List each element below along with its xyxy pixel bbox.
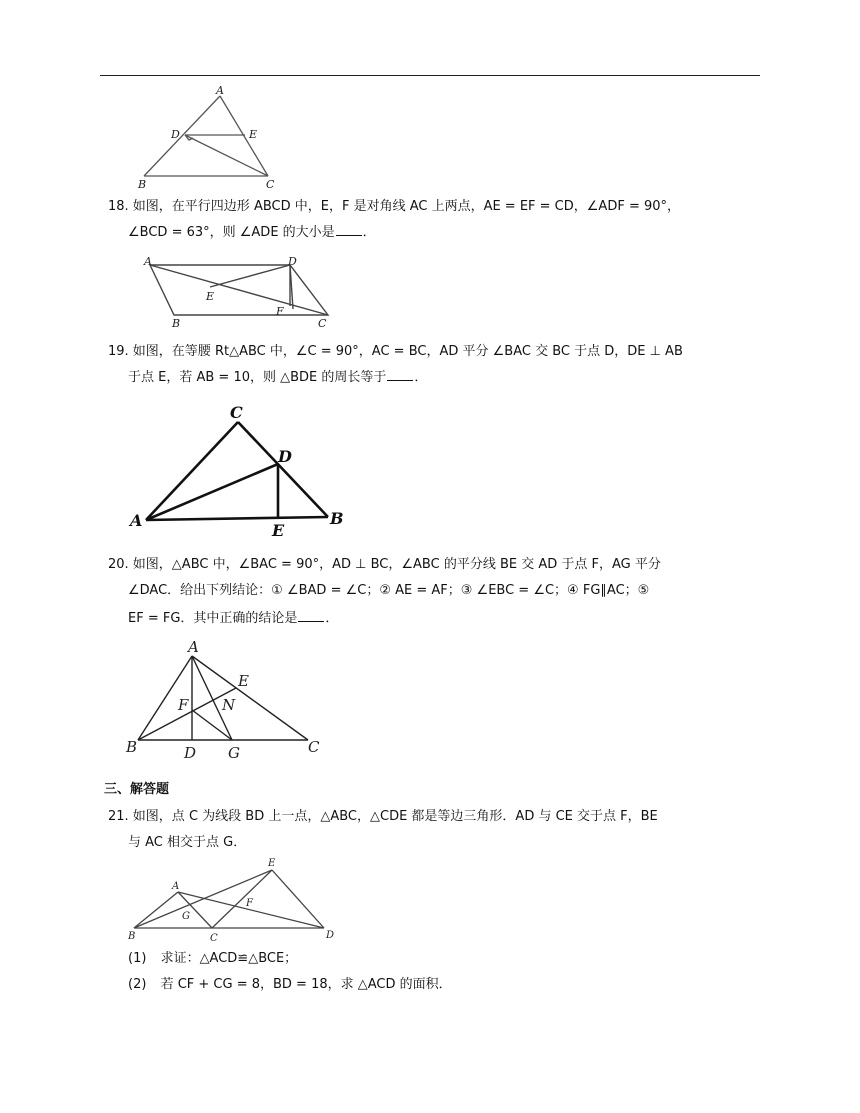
q18-label-a: A [144, 255, 152, 268]
q19-label-d: D [278, 447, 292, 466]
q20-segment-fg [192, 710, 232, 740]
q20-line2: ∠DAC．给出下列结论：① ∠BAD = ∠C；② AE = AF；③ ∠EBC = ∠C；④ FG∥AC；⑤ [128, 583, 650, 598]
q17-label-a: A [216, 84, 224, 97]
q20-label-e: E [238, 672, 249, 690]
q19-line2 [128, 368, 427, 387]
q20-label-d: D [184, 744, 197, 762]
q20-label-c: C [308, 738, 320, 756]
q21-sub2 [128, 976, 452, 994]
q18-line2 [128, 223, 376, 242]
q19-label-e: E [272, 521, 285, 540]
q21-edge-ce [212, 870, 272, 928]
q21-label-d: D [326, 930, 335, 941]
q21-sub2-text: 若 CF + CG = 8，BD = 18，求 △ACD 的面积． [160, 977, 452, 992]
q17-label-d: D [171, 128, 180, 141]
q20-edge-ac [192, 656, 308, 740]
q19-line1: 19. 如图，在等腰 Rt△ABC 中，∠C = 90°，AC = BC，AD 平分 ∠BAC 交 BC 于点 D，DE ⊥ AB [108, 344, 683, 359]
q18-label-b: B [172, 317, 181, 330]
q18-figure [138, 253, 338, 333]
q19-edge-ab [146, 517, 328, 520]
q19-figure [128, 400, 358, 540]
q18-label-d: D [288, 255, 297, 268]
q21-label-b: B [128, 931, 136, 942]
q18-label-e: E [206, 290, 215, 303]
q17-label-e: E [249, 128, 258, 141]
q20-line3-end: ． [325, 611, 339, 626]
q20-label-b: B [126, 738, 138, 756]
q19-answer-blank [387, 368, 413, 381]
q21-line2: 与 AC 相交于点 G． [128, 835, 247, 850]
q20-label-n: N [222, 696, 236, 714]
q21-sub1-number: (1) [128, 951, 147, 966]
q21-edge-ed [272, 870, 324, 928]
q19-label-b: B [330, 509, 344, 528]
q20-label-f: F [178, 696, 189, 714]
q17-label-b: B [138, 178, 147, 191]
q21-figure [124, 856, 344, 946]
q21-edge-ab [134, 892, 178, 928]
q21-label-e: E [268, 858, 276, 869]
q20-label-g: G [228, 744, 240, 762]
q18-diagonal-ac [150, 265, 328, 315]
q21-label-a: A [172, 881, 180, 892]
q21-sub2-number: (2) [128, 977, 147, 992]
q17-figure [130, 82, 290, 192]
q19-segment-ad [146, 464, 278, 520]
q17-edge-ab [144, 96, 220, 176]
q20-line1: 20. 如图，△ABC 中，∠BAC = 90°，AD ⊥ BC，∠ABC 的平分线 BE 交 AD 于点 F，AG 平分 [108, 557, 661, 572]
q18-line1: 18. 如图，在平行四边形 ABCD 中，E，F 是对角线 AC 上两点，AE = EF = CD，∠ADF = 90°， [108, 199, 681, 214]
q19-edge-ac [146, 422, 238, 520]
q20-answer-blank [298, 609, 324, 622]
q20-figure [124, 636, 334, 766]
q19-label-a: A [130, 511, 143, 530]
q18-line2-text: ∠BCD = 63°，则 ∠ADE 的大小是 [128, 225, 335, 240]
header-rule [100, 75, 760, 76]
q19-edge-cb [238, 422, 328, 517]
q21-label-f: F [246, 898, 253, 909]
q21-line1: 21. 如图，点 C 为线段 BD 上一点，△ABC，△CDE 都是等边三角形．AD 与 CE 交于点 F，BE [108, 809, 658, 824]
q17-label-c: C [266, 178, 275, 191]
q19-label-c: C [230, 403, 243, 422]
q20-label-a: A [188, 638, 199, 656]
q21-label-c: C [210, 933, 218, 944]
q18-segment-de [210, 265, 290, 287]
q21-sub1-text: 求证：△ACD≌△BCE； [160, 951, 298, 966]
q21-label-g: G [182, 911, 190, 922]
q20-line3-text: EF = FG．其中正确的结论是 [128, 611, 298, 626]
q18-answer-blank [336, 223, 362, 236]
q18-label-c: C [318, 317, 327, 330]
q19-line2-text: 于点 E，若 AB = 10，则 △BDE 的周长等于 [128, 370, 387, 385]
q19-line2-end: ． [414, 370, 428, 385]
q18-line2-end: ． [362, 225, 376, 240]
q20-line3 [128, 609, 338, 628]
q18-label-f: F [276, 305, 284, 318]
section-title: 三、解答题 [104, 782, 170, 797]
q21-sub1 [128, 950, 297, 968]
